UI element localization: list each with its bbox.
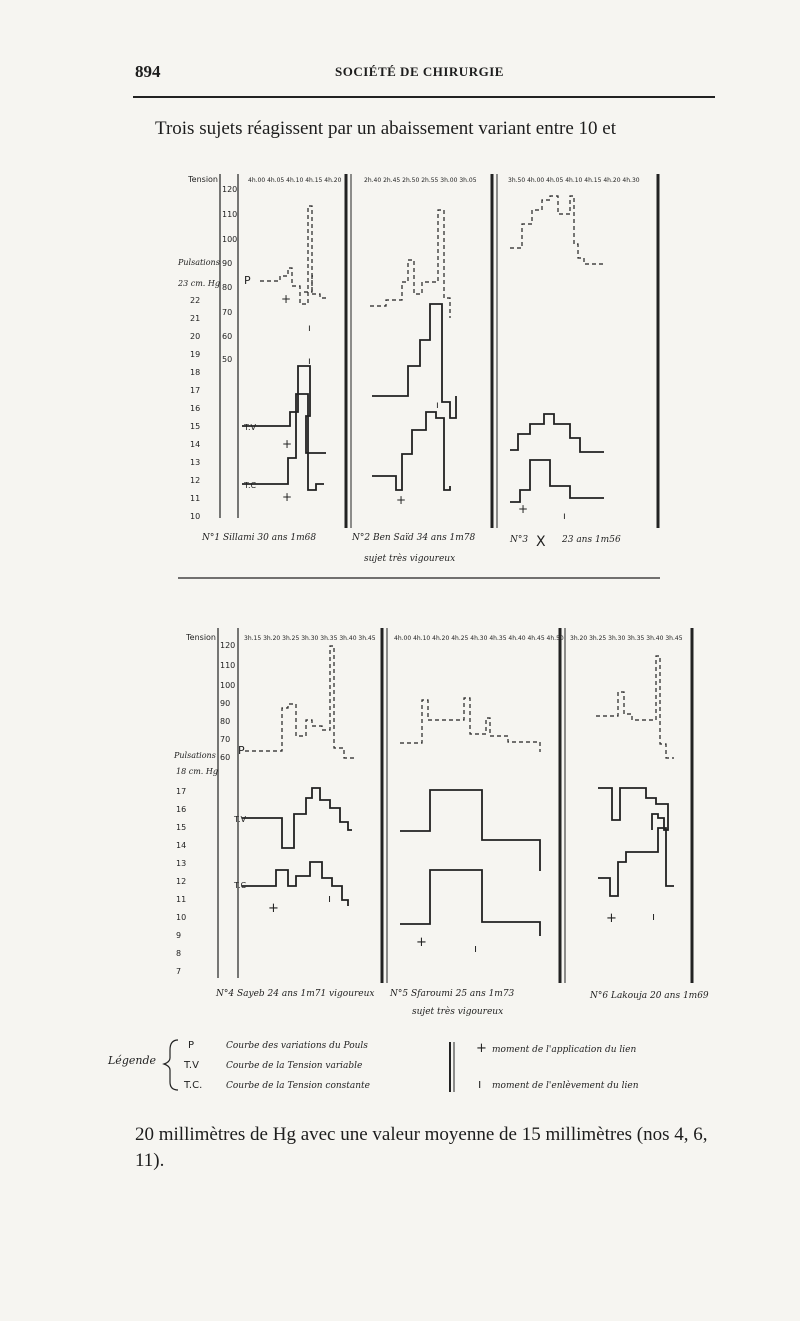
axis-tension-value: 10 [176, 913, 187, 922]
page-number: 894 [135, 62, 161, 81]
axis-pulse-value: 80 [220, 717, 231, 726]
caption: X [536, 534, 546, 550]
axis-pulse-value: 60 [222, 332, 233, 341]
axis-tension-value: 11 [190, 494, 201, 503]
legend-key: T.C. [184, 1080, 203, 1091]
axis-tension-value: 10 [190, 512, 201, 521]
trace-label-tv: T.V [234, 815, 246, 824]
legend-text: Courbe de la Tension constante [226, 1081, 370, 1091]
removal-mark: ı [328, 892, 332, 905]
removal-mark: ı [308, 323, 311, 334]
application-mark: + [282, 490, 293, 504]
axis-pulse-value: 70 [220, 735, 231, 744]
application-mark: + [268, 901, 279, 916]
caption: N°5 Sfaroumi 25 ans 1m73 [390, 989, 515, 999]
axis-tension-value: 11 [176, 895, 187, 904]
axis-hg-label: 23 cm. Hg [178, 279, 220, 288]
legend-text: Courbe de la Tension variable [226, 1061, 363, 1071]
legend-mark-text: moment de l'enlèvement du lien [492, 1081, 639, 1091]
axis-tension-value: 18 [190, 368, 201, 377]
application-mark: + [518, 502, 529, 516]
axis-tension-value: 16 [190, 404, 201, 413]
axis-pulse-value: 90 [220, 699, 231, 708]
axis-tension-value: 13 [190, 458, 201, 467]
legend-title: Légende [108, 1054, 157, 1067]
legend-mark-key: + [476, 1041, 487, 1056]
legend-text: Courbe des variations du Pouls [226, 1041, 368, 1051]
axis-tension-value: 13 [176, 859, 187, 868]
panel-time-scale: 2h.40 2h.45 2h.50 2h.55 3h.00 3h.05 [364, 177, 477, 184]
application-mark: + [281, 292, 292, 306]
axis-tension-value: 8 [176, 949, 182, 958]
application-mark: + [606, 911, 617, 926]
axis-header-bottom: Tension [186, 633, 216, 642]
caption: N°6 Lakouja 20 ans 1m69 [590, 991, 709, 1001]
caption: 23 ans 1m56 [562, 535, 621, 545]
header-rule [133, 96, 715, 98]
removal-mark: ı [436, 400, 439, 411]
trace-label-tc: T.C [234, 881, 247, 890]
body-text-outro: 20 millimètres de Hg avec une valeur moyenne de 15 millimètres (nos 4, 6, 11). [135, 1124, 708, 1171]
axis-tension-value: 14 [176, 841, 187, 850]
caption: sujet très vigoureux [412, 1007, 504, 1017]
axis-pulsations-label: Pulsations [174, 751, 216, 760]
body-text-intro: Trois sujets réagissent par un abaissement variant entre 10 et [155, 118, 616, 139]
axis-tension-value: 16 [176, 805, 187, 814]
axis-tension-value: 20 [190, 332, 201, 341]
caption: sujet très vigoureux [364, 554, 456, 564]
axis-pulse-value: 80 [222, 283, 233, 292]
axis-tension-value: 21 [190, 314, 201, 323]
caption: N°2 Ben Saïd 34 ans 1m78 [352, 533, 476, 543]
axis-header-top: Tension [188, 175, 218, 184]
legend-mark-key: ı [478, 1077, 482, 1091]
axis-pulsations-label: Pulsations [178, 258, 220, 267]
axis-pulse-value: 110 [222, 210, 238, 219]
axis-tension-value: 22 [190, 296, 201, 305]
axis-pulse-value: 120 [222, 185, 238, 194]
caption: N°4 Sayeb 24 ans 1m71 vigoureux [216, 989, 375, 999]
caption: N°3 [510, 535, 529, 545]
running-head: SOCIÉTÉ DE CHIRURGIE [335, 64, 504, 79]
removal-mark: ı [652, 910, 656, 923]
legend-key: P [188, 1040, 195, 1051]
axis-tension-value: 7 [176, 967, 182, 976]
panel-time-scale: 4h.00 4h.10 4h.20 4h.25 4h.30 4h.35 4h.40 4h.45 4h.50 [394, 635, 564, 642]
axis-pulse-value: 100 [220, 681, 236, 690]
figure-bottom [100, 618, 710, 1028]
panel-time-scale: 3h.15 3h.20 3h.25 3h.30 3h.35 3h.40 3h.45 [244, 635, 376, 642]
removal-mark: ı [563, 511, 566, 522]
removal-mark: ı [308, 356, 311, 367]
legend-key: T.V [184, 1060, 199, 1071]
application-mark: + [416, 935, 427, 950]
axis-tension-value: 17 [190, 386, 201, 395]
axis-pulse-value: 120 [220, 641, 236, 650]
axis-pulse-value: 60 [220, 753, 231, 762]
figure-top [150, 168, 710, 588]
axis-tension-value: 19 [190, 350, 201, 359]
trace-label-p: P [238, 744, 245, 757]
removal-mark: ı [474, 942, 478, 955]
trace-label-tv: T.V [244, 423, 256, 432]
axis-tension-value: 15 [190, 422, 201, 431]
trace-label-p: P [244, 274, 251, 287]
application-mark: + [282, 437, 293, 451]
panel-time-scale: 3h.20 3h.25 3h.30 3h.35 3h.40 3h.45 [570, 635, 683, 642]
legend [100, 1032, 720, 1102]
axis-tension-value: 12 [190, 476, 201, 485]
axis-pulse-value: 70 [222, 308, 233, 317]
trace-label-tc: T.C [244, 481, 257, 490]
panel-time-scale: 4h.00 4h.05 4h.10 4h.15 4h.20 [248, 177, 342, 184]
axis-pulse-value: 100 [222, 235, 238, 244]
axis-hg-label: 18 cm. Hg [176, 767, 218, 776]
caption: N°1 Sillami 30 ans 1m68 [202, 533, 317, 543]
axis-pulse-value: 90 [222, 259, 233, 268]
axis-tension-value: 9 [176, 931, 182, 940]
axis-tension-value: 15 [176, 823, 187, 832]
axis-pulse-value: 110 [220, 661, 236, 670]
axis-tension-value: 12 [176, 877, 187, 886]
axis-tension-value: 17 [176, 787, 187, 796]
legend-mark-text: moment de l'application du lien [492, 1045, 637, 1055]
application-mark: + [396, 493, 407, 507]
panel-time-scale: 3h.50 4h.00 4h.05 4h.10 4h.15 4h.20 4h.30 [508, 177, 640, 184]
axis-tension-value: 14 [190, 440, 201, 449]
axis-pulse-value: 50 [222, 355, 233, 364]
